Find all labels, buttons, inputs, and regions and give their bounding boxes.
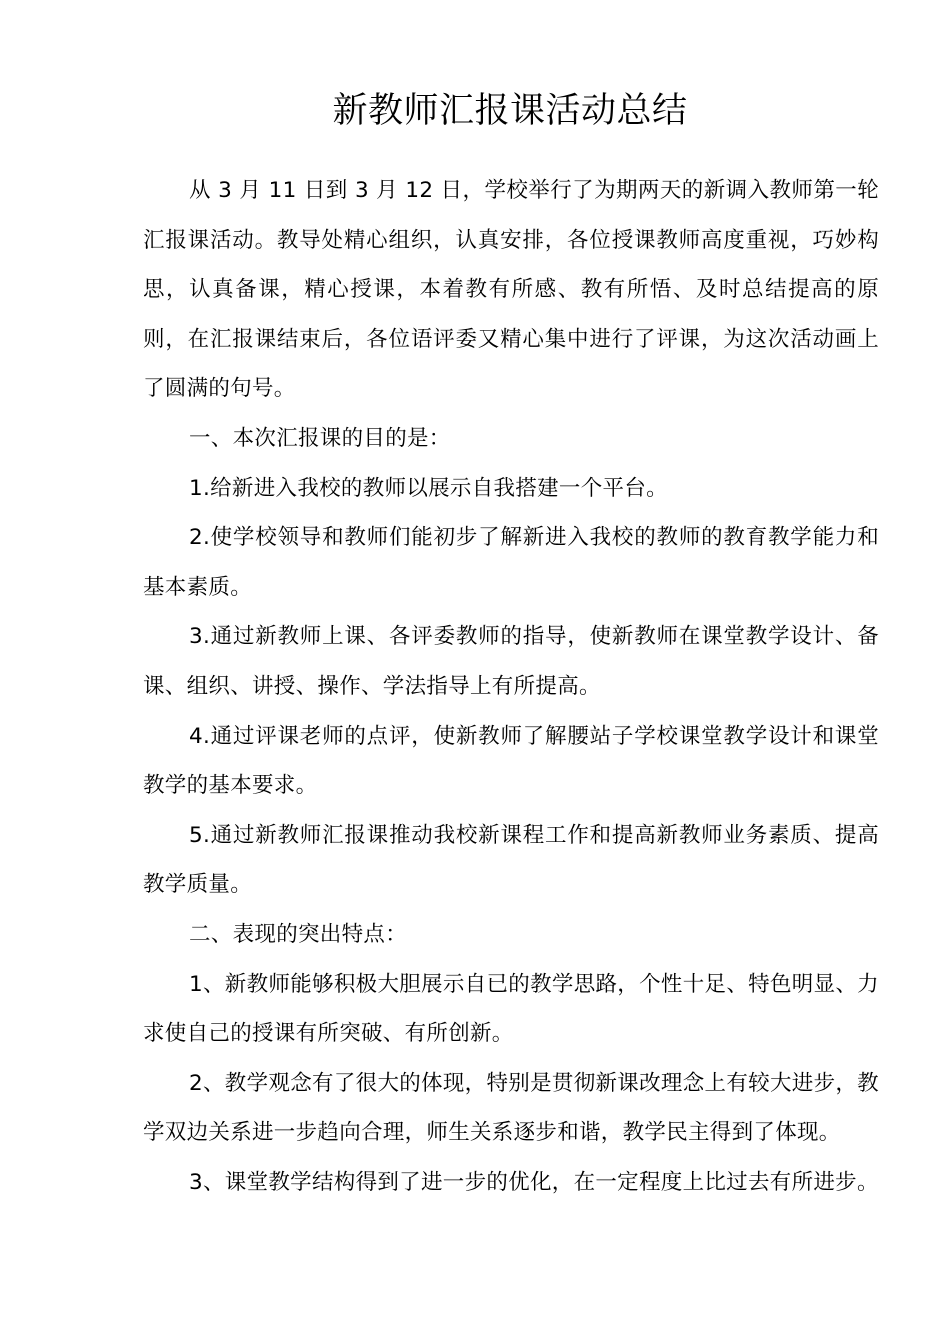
purpose-item: 1.给新进入我校的教师以展示自我搭建一个平台。 <box>189 475 668 501</box>
section-heading-features: 二、表现的突出特点： <box>189 921 408 947</box>
section-heading-purpose: 一、本次汇报课的目的是： <box>189 425 451 451</box>
document-title: 新教师汇报课活动总结 <box>332 91 688 131</box>
feature-item: 2、教学观念有了很大的体现，特别是贯彻新课改理念上有较大进步，教学双边关系进一步趋向合理，师生关系逐步和谐，教学民主得到了体现。 <box>143 1070 879 1146</box>
intro-paragraph: 从 3 月 11 日到 3 月 12 日，学校举行了为期两天的新调入教师第一轮汇报课活动。教导处精心组织，认真安排，各位授课教师高度重视，巧妙构思，认真备课，精心授课，本着教有所感、教有所悟、及时总结提高的原则，在汇报课结束后，各位语评委又精心集中进行了评课，为这次活动画上了圆满的句号。 <box>143 178 879 402</box>
feature-item: 1、新教师能够积极大胆展示自已的教学思路，个性十足、特色明显、力求使自己的授课有所突破、有所创新。 <box>143 971 879 1047</box>
feature-item: 3、课堂教学结构得到了进一步的优化，在一定程度上比过去有所进步。 <box>189 1169 879 1195</box>
purpose-item: 5.通过新教师汇报课推动我校新课程工作和提高新教师业务素质、提高教学质量。 <box>143 822 879 898</box>
purpose-item: 3.通过新教师上课、各评委教师的指导，使新教师在课堂教学设计、备课、组织、讲授、操作、学法指导上有所提高。 <box>143 624 879 699</box>
purpose-item: 4.通过评课老师的点评，使新教师了解腰站子学校课堂教学设计和课堂教学的基本要求。 <box>143 723 879 799</box>
document-body <box>143 166 879 1207</box>
purpose-item: 2.使学校领导和教师们能初步了解新进入我校的教师的教育教学能力和基本素质。 <box>143 525 879 600</box>
